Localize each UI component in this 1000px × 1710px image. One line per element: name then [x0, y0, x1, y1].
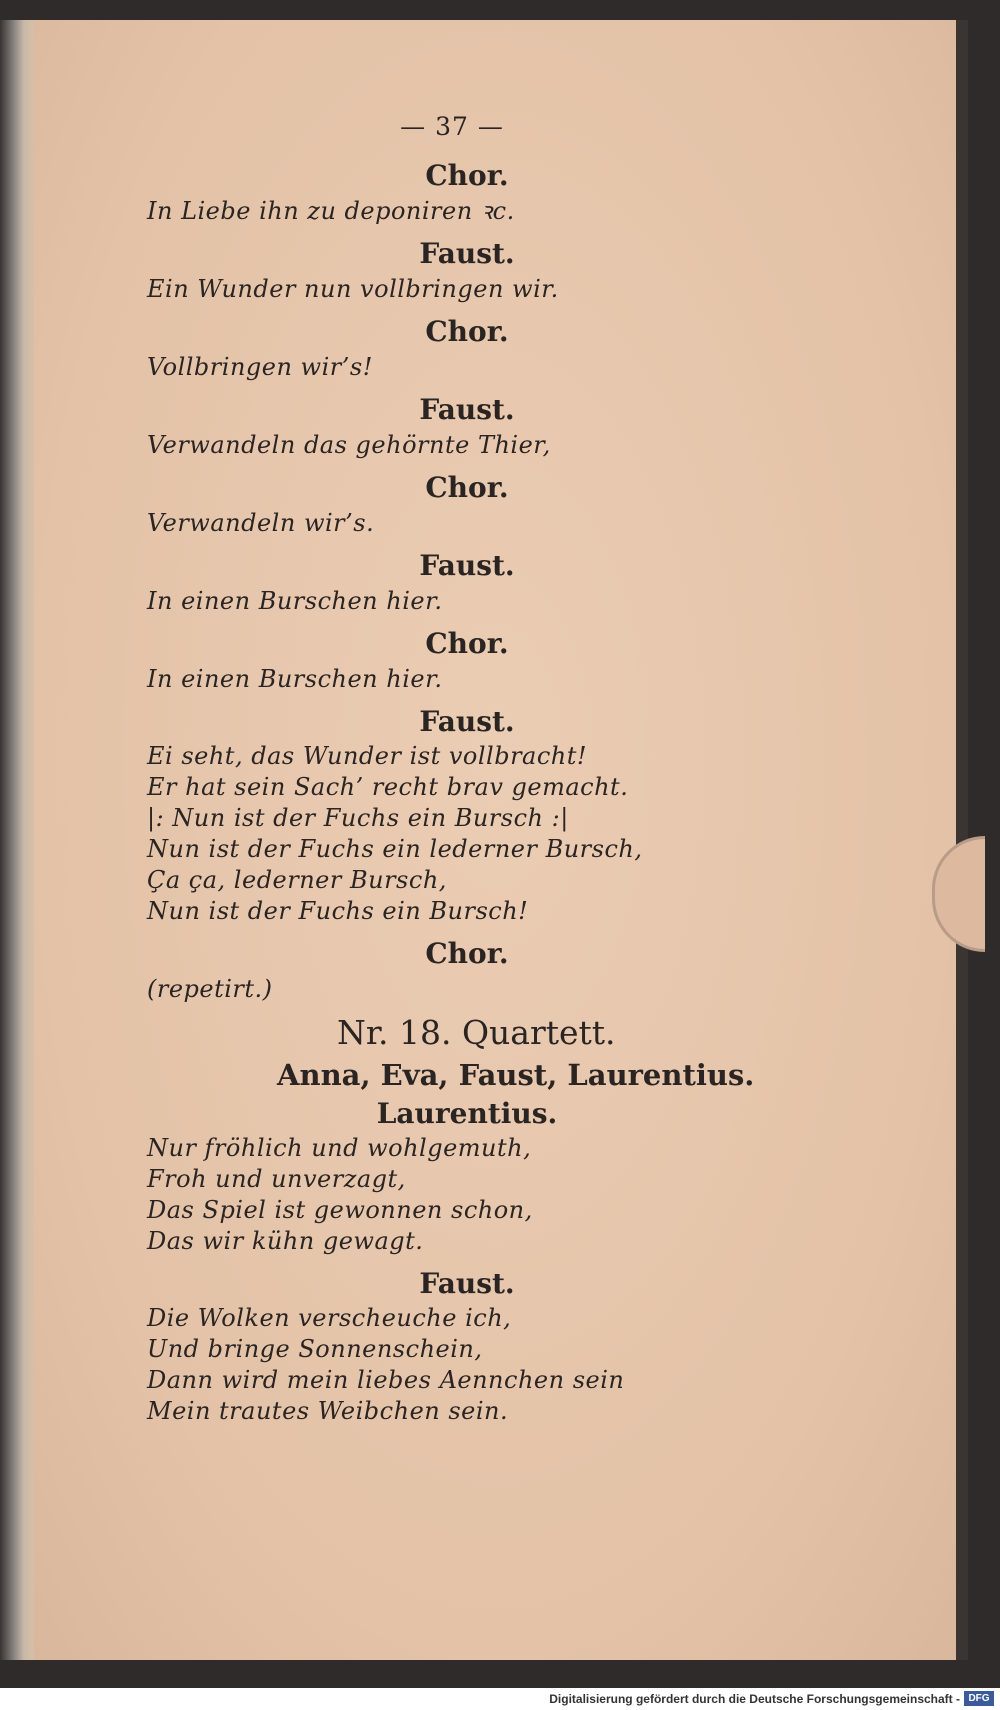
section-title: Nr. 18. Quartett. — [337, 1013, 616, 1052]
speaker-label: Chor. — [425, 315, 509, 348]
page-content — [147, 112, 755, 1427]
dialogue-block — [147, 235, 707, 305]
speaker-label: Faust. — [419, 705, 515, 738]
verse-line: Nur fröhlich und wohlgemuth, — [147, 1134, 532, 1162]
verse-line: Ein Wunder nun vollbringen wir. — [147, 275, 559, 303]
dialogue-block — [147, 391, 707, 461]
verse-line: Nun ist der Fuchs ein lederner Bursch, — [147, 835, 643, 863]
verse-line: In einen Burschen hier. — [147, 665, 443, 693]
verse-line: In einen Burschen hier. — [147, 587, 443, 615]
verse-line: Mein trautes Weibchen sein. — [147, 1397, 509, 1425]
footer-credit: Digitalisierung gefördert durch die Deutsche Forschungsgemeinschaft - — [549, 1692, 960, 1706]
speaker-label: Chor. — [425, 627, 509, 660]
speaker-label: Chor. — [425, 471, 509, 504]
speaker-label: Faust. — [419, 549, 515, 582]
digitization-footer — [0, 1688, 1000, 1710]
dialogue-block — [147, 625, 707, 695]
verse-line: Das Spiel ist gewonnen schon, — [147, 1196, 533, 1224]
verse-line: Froh und unverzagt, — [147, 1165, 406, 1193]
page-number: — 37 — — [400, 112, 504, 141]
dialogue-block — [147, 935, 707, 1005]
verse-line: |: Nun ist der Fuchs ein Bursch :| — [147, 804, 569, 832]
dialogue-block — [147, 313, 707, 383]
verse-line: Ça ça, lederner Bursch, — [147, 866, 447, 894]
dialogue-block — [147, 703, 707, 927]
speaker-label: Faust. — [419, 237, 515, 270]
verse-line: In Liebe ihn zu deponiren ꝛc. — [147, 197, 515, 225]
section-cast: Anna, Eva, Faust, Laurentius. — [277, 1058, 755, 1092]
speaker-label: Faust. — [419, 1267, 515, 1300]
verse-line: Dann wird mein liebes Aennchen sein — [147, 1366, 625, 1394]
verse-line: Die Wolken verscheuche ich, — [147, 1304, 512, 1332]
dialogue-block — [147, 1095, 707, 1257]
verse-line: Er hat sein Sach’ recht brav gemacht. — [147, 773, 629, 801]
dialogue-block — [147, 547, 707, 617]
dfg-logo: DFG — [964, 1691, 994, 1706]
verse-line: Ei seht, das Wunder ist vollbracht! — [147, 742, 588, 770]
verse-line: Das wir kühn gewagt. — [147, 1227, 424, 1255]
speaker-label: Laurentius. — [376, 1097, 558, 1130]
verse-line: Nun ist der Fuchs ein Bursch! — [147, 897, 529, 925]
speaker-label: Chor. — [425, 937, 509, 970]
verse-line: Vollbringen wir’s! — [147, 353, 373, 381]
verse-line: Verwandeln wir’s. — [147, 509, 375, 537]
stage-direction: (repetirt.) — [147, 975, 273, 1003]
dialogue-block — [147, 157, 707, 227]
verse-line: Verwandeln das gehörnte Thier, — [147, 431, 551, 459]
dialogue-block — [147, 469, 707, 539]
verse-line: Und bringe Sonnenschein, — [147, 1335, 483, 1363]
speaker-label: Chor. — [425, 159, 509, 192]
speaker-label: Faust. — [419, 393, 515, 426]
dialogue-block — [147, 1265, 707, 1427]
